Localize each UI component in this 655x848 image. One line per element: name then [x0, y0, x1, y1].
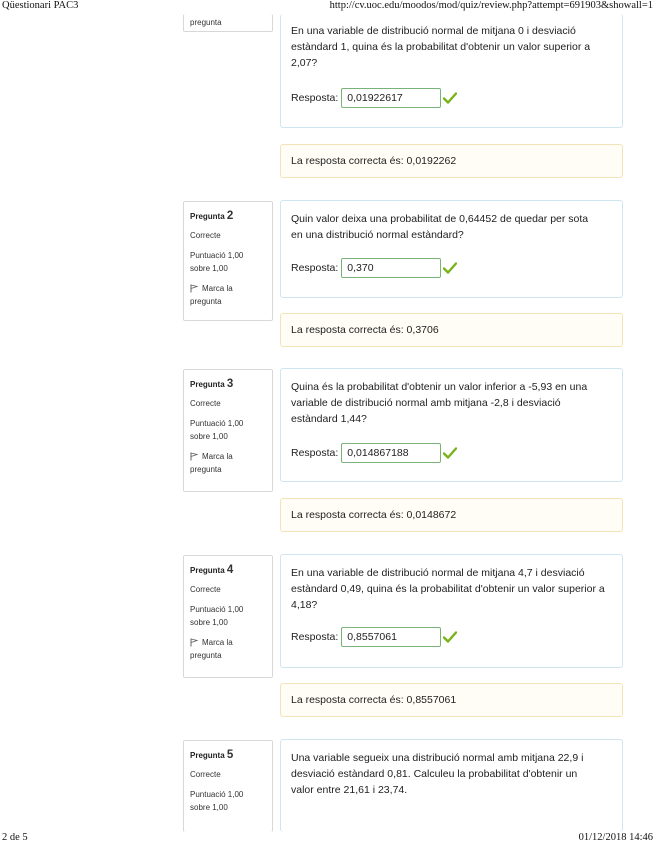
question-info-3	[183, 369, 273, 492]
question-state: Correcte	[190, 585, 221, 594]
question-formulation-1	[280, 14, 623, 128]
page-title: Qüestionari PAC3	[2, 0, 79, 11]
question-info-5	[183, 740, 273, 832]
feedback-3: La resposta correcta és: 0,0148672	[280, 498, 623, 532]
question-formulation-4	[280, 554, 623, 668]
feedback-2: La resposta correcta és: 0,3706	[280, 313, 623, 347]
question-text: En una variable de distribució normal de mitjana 4,7 i desviació estàndard 0,49, quina és la probabilitat d'obtenir un valor superior a 4,18?	[291, 567, 605, 611]
answer-input[interactable]: 0,01922617	[341, 88, 441, 108]
flag-label-cont[interactable]: pregunta	[190, 18, 222, 27]
answer-row	[291, 88, 457, 108]
question-grade: Puntuació 1,00 sobre 1,00	[190, 251, 244, 273]
flag-question[interactable]: Marca la pregunta	[190, 284, 233, 306]
check-icon	[443, 447, 457, 459]
answer-label: Resposta:	[291, 631, 339, 643]
question-number: Pregunta 5	[190, 749, 234, 761]
flag-icon[interactable]	[190, 452, 198, 460]
question-number: Pregunta 2	[190, 210, 234, 222]
answer-label: Resposta:	[291, 447, 339, 459]
question-text: Una variable segueix una distribució normal amb mitjana 22,9 i desviació estàndard 0,81. Calculeu la probabilitat d'obtenir un valor entre 21,61 i 23,74.	[291, 752, 584, 796]
flag-icon[interactable]	[190, 284, 198, 292]
answer-input[interactable]: 0,370	[341, 258, 441, 278]
print-footer	[0, 832, 655, 846]
question-info-2	[183, 201, 273, 321]
question-state: Correcte	[190, 399, 221, 408]
flag-question[interactable]: Marca la pregunta	[190, 638, 233, 660]
question-formulation-2	[280, 200, 623, 298]
question-state: Correcte	[190, 231, 221, 240]
flag-question[interactable]: Marca la pregunta	[190, 452, 233, 474]
question-formulation-5	[280, 739, 623, 832]
page-url: http://cv.uoc.edu/moodos/mod/quiz/review.php?attempt=691903&showall=1	[329, 0, 653, 11]
answer-input[interactable]: 0,014867188	[341, 443, 441, 463]
page-number: 2 de 5	[2, 832, 28, 843]
feedback-4: La resposta correcta és: 0,8557061	[280, 683, 623, 717]
check-icon	[443, 631, 457, 643]
question-text: Quina és la probabilitat d'obtenir un valor inferior a -5,93 en una variable de distribució normal amb mitjana -2,8 i desviació estàndard 1,44?	[291, 381, 588, 425]
question-text: En una variable de distribució normal de mitjana 0 i desviació estàndard 1, quina és la probabilitat d'obtenir un valor superior a 2,07?	[291, 25, 591, 69]
answer-input[interactable]: 0,8557061	[341, 627, 441, 647]
question-number: Pregunta 4	[190, 564, 234, 576]
print-datetime: 01/12/2018 14:46	[578, 832, 653, 843]
question-grade: Puntuació 1,00 sobre 1,00	[190, 419, 244, 441]
flag-icon[interactable]	[190, 638, 198, 646]
question-grade: Puntuació 1,00 sobre 1,00	[190, 605, 244, 627]
question-grade: Puntuació 1,00 sobre 1,00	[190, 790, 244, 812]
question-info-1	[183, 14, 273, 32]
question-number: Pregunta 3	[190, 378, 234, 390]
check-icon	[443, 92, 457, 104]
answer-row	[291, 258, 457, 278]
print-header	[0, 0, 655, 14]
answer-label: Resposta:	[291, 92, 339, 104]
question-formulation-3	[280, 368, 623, 482]
answer-row	[291, 627, 457, 647]
question-text: Quin valor deixa una probabilitat de 0,64452 de quedar per sota en una distribució normal estàndard?	[291, 213, 589, 241]
check-icon	[443, 262, 457, 274]
answer-row	[291, 443, 457, 463]
question-info-4	[183, 555, 273, 678]
question-state: Correcte	[190, 770, 221, 779]
answer-label: Resposta:	[291, 262, 339, 274]
feedback-1: La resposta correcta és: 0,0192262	[280, 144, 623, 178]
